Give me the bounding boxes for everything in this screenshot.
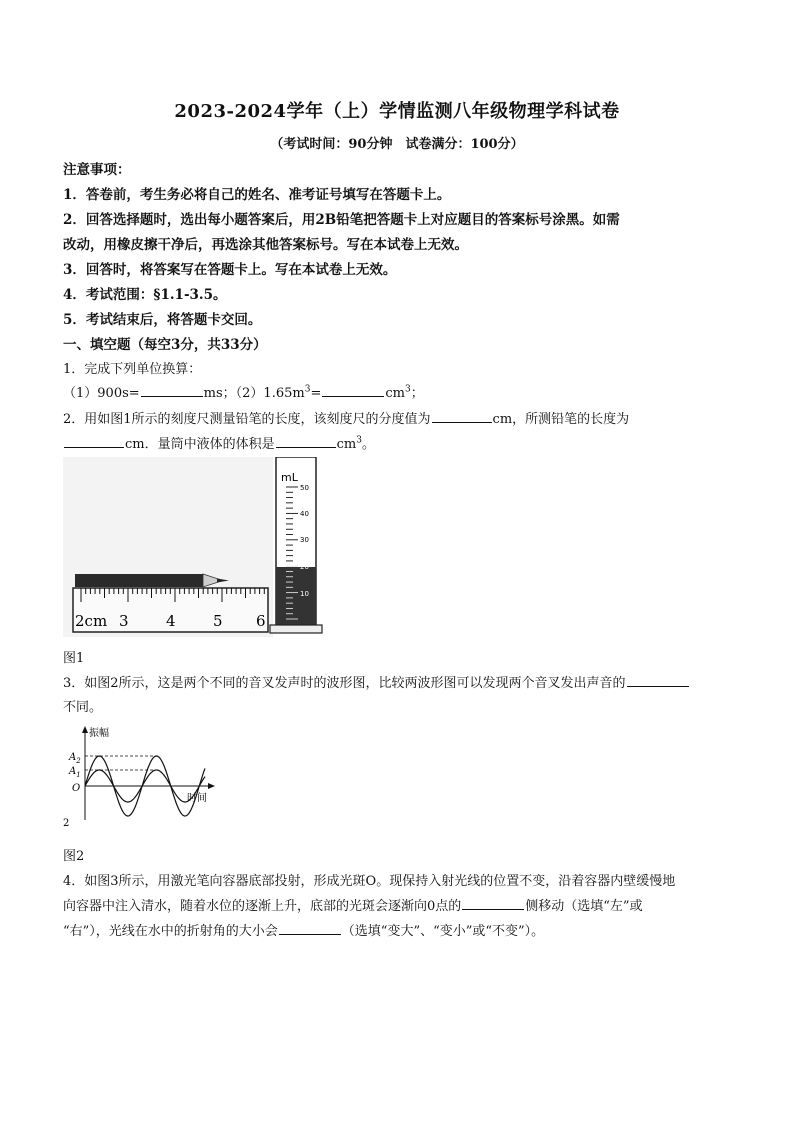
ruler-label: 5 (213, 612, 223, 630)
q4-text: （选填“变大”、“变小”或“不变”）。 (341, 924, 545, 939)
pencil (75, 574, 229, 587)
q3-line1 (63, 672, 690, 691)
a2-label: $A_2$ (69, 752, 81, 765)
note-item: 改动，用橡皮擦干净后，再选涂其他答案标号。写在本试卷上无效。 (63, 237, 468, 253)
q4-text: “右”），光线在水中的折射角的大小会 (63, 924, 278, 939)
origin-label: O (72, 783, 81, 794)
ruler-label: 4 (166, 612, 176, 630)
q4-line2 (63, 895, 643, 914)
ruler-label: 2cm (75, 612, 108, 630)
y-axis-arrow (82, 726, 88, 733)
liquid (276, 567, 316, 627)
q1-sup-b: 3 (404, 384, 411, 395)
q4-line3 (63, 920, 544, 939)
answer-blank[interactable] (279, 921, 341, 935)
ruler (73, 588, 268, 632)
note-item: 2．回答选择题时，选出每小题答案后，用2B铅笔把答题卡上对应题目的答案标号涂黑。如需 (63, 212, 620, 228)
x-axis-label: 时间 (187, 793, 207, 804)
q1-body (63, 382, 424, 401)
answer-blank[interactable] (64, 434, 124, 448)
figure-1 (63, 457, 333, 637)
q1-sup-a: 3 (304, 384, 311, 395)
note-item: 4．考试范围：§1.1-3.5。 (63, 287, 227, 303)
section-heading: 一、填空题（每空3分，共33分） (63, 337, 267, 353)
q1-eq: = (310, 386, 322, 401)
cylinder-base (270, 625, 322, 633)
answer-blank[interactable] (462, 896, 524, 910)
q2-text: cm．量筒中液体的体积是 (125, 437, 275, 452)
q1-unit-b: cm (385, 386, 405, 401)
q2-unit: cm (336, 437, 357, 452)
answer-blank[interactable] (141, 383, 203, 397)
corner-label: 2 (63, 818, 70, 829)
q4-text: 向容器中注入清水，随着水位的逐渐上升，底部的光斑会逐渐向0点的 (63, 899, 462, 914)
note-item: 5．考试结束后，将答题卡交回。 (63, 312, 262, 328)
x-axis-arrow (208, 783, 215, 789)
q2-line1 (63, 408, 629, 427)
figure-2-caption: 图2 (63, 849, 85, 864)
q4-text: 侧移动（选填“左”或 (525, 899, 643, 914)
q2-sup: 3 (356, 435, 362, 446)
q3-line2: 不同。 (63, 700, 103, 715)
answer-blank[interactable] (432, 409, 492, 423)
cylinder-tick-label: 30 (300, 536, 309, 544)
answer-blank[interactable] (322, 383, 384, 397)
q1-stem: 1．完成下列单位换算： (63, 362, 202, 377)
q2-end: 。 (361, 437, 375, 452)
q1-part-a: （1）900s= (63, 386, 140, 401)
q4-line1: 4．如图3所示，用激光笔向容器底部投射，形成光斑O。现保持入射光线的位置不变，沿着容器内壁缓慢地 (63, 874, 676, 889)
q2-text: 2．用如图1所示的刻度尺测量铅笔的长度，该刻度尺的分度值为 (63, 412, 431, 427)
q1-end: ； (410, 386, 424, 401)
q2-text: cm，所测铅笔的长度为 (492, 412, 630, 427)
answer-blank[interactable] (276, 434, 336, 448)
figure-1-caption: 图1 (63, 651, 85, 666)
note-item: 3．回答时，将答案写在答题卡上。写在本试卷上无效。 (63, 262, 397, 278)
graduated-cylinder (270, 457, 322, 633)
exam-subtitle: （考试时间：90分钟 试卷满分：100分） (270, 137, 524, 152)
note-item: 1．答卷前，考生务必将自己的姓名、准考证号填写在答题卡上。 (63, 187, 451, 203)
ruler-label: 3 (119, 612, 129, 630)
figure-2 (63, 724, 223, 830)
exam-title: 2023-2024学年（上）学情监测八年级物理学科试卷 (174, 101, 620, 122)
q3-text: 3．如图2所示，这是两个不同的音叉发声时的波形图，比较两波形图可以发现两个音叉发出声音的 (63, 676, 626, 691)
cylinder-tick-label: 20 (300, 563, 309, 571)
q1-unit-a: ms；（2）1.65m (203, 386, 305, 401)
a1-label: $A_1$ (69, 766, 81, 779)
cylinder-tick-label: 40 (300, 510, 309, 518)
ruler-label: 6 (256, 612, 266, 630)
q2-line2 (63, 433, 375, 452)
notes-heading: 注意事项： (63, 162, 131, 178)
cylinder-tick-label: 10 (300, 590, 309, 598)
answer-blank[interactable] (627, 673, 689, 687)
cylinder-unit: mL (281, 471, 298, 484)
y-axis-label: 振幅 (89, 728, 109, 739)
cylinder-tick-label: 50 (300, 484, 309, 492)
